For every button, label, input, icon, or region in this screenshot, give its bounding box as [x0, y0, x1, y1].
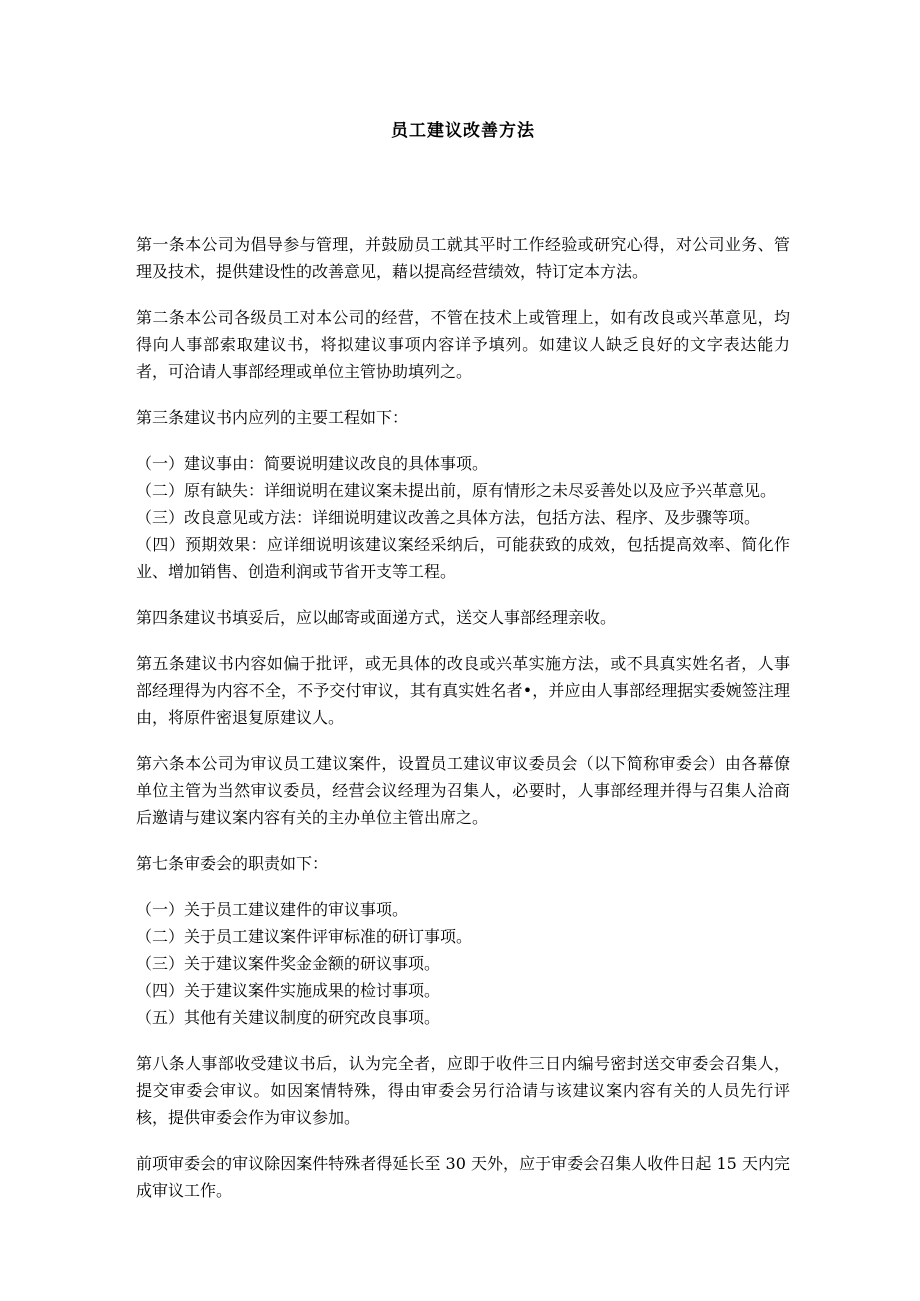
list-item-expected-effect: （四）预期效果：应详细说明该建议案经采纳后，可能获致的成效，包括提高效率、简化作业、增加销售、创造利润或节省开支等工程。	[136, 535, 790, 581]
paragraph-article-7: 第七条审委会的职责如下：	[136, 854, 329, 873]
paragraph-article-5: 第五条建议书内容如偏于批评，或无具体的改良或兴革实施方法，或不具真实姓名者，人事部经理得为内容不全，不予交付审议，其有真实姓名者•，并应由人事部经理据实委婉签注理由，将原件密退复原建议人。	[136, 654, 790, 727]
article-7-duty-list	[136, 896, 790, 1031]
list-item-suggestion-reason: （一）建议事由：简要说明建议改良的具体事项。	[136, 454, 489, 473]
paragraph-article-8-supplement: 前项审委会的审议除因案件特殊者得延长至 30 天外，应于审委会召集人收件日起 15 天内完成审议工作。	[136, 1154, 790, 1200]
list-item-duty-5: （五）其他有关建议制度的研究改良事项。	[136, 1008, 441, 1027]
paragraph-article-3: 第三条建议书内应列的主要工程如下：	[136, 408, 409, 427]
list-item-original-defects: （二）原有缺失：详细说明在建议案未提出前，原有情形之未尽妥善处以及应予兴革意见。	[136, 481, 777, 500]
paragraph-article-8: 第八条人事部收受建议书后，认为完全者，应即于收件三日内编号密封送交审委会召集人，提交审委会审议。如因案情特殊，得由审委会另行洽请与该建议案内容有关的人员先行评核，提供审委会作为审议参加。	[136, 1054, 790, 1127]
paragraph-article-4: 第四条建议书填妥后，应以邮寄或面递方式，送交人事部经理亲收。	[136, 608, 617, 627]
paragraph-article-2: 第二条本公司各级员工对本公司的经营，不管在技术上或管理上，如有改良或兴革意见，均得向人事部索取建议书，将拟建议事项内容详予填列。如建议人缺乏良好的文字表达能力者，可洽请人事部经理或单位主管协助填列之。	[136, 308, 790, 381]
article-3-item-list	[136, 450, 790, 585]
paragraph-article-1: 第一条本公司为倡导参与管理，并鼓励员工就其平时工作经验或研究心得，对公司业务、管理及技术，提供建设性的改善意见，藉以提高经营绩效，特订定本方法。	[136, 235, 790, 281]
list-item-improvement-method: （三）改良意见或方法：详细说明建议改善之具体方法，包括方法、程序、及步骤等项。	[136, 508, 761, 527]
list-item-duty-1: （一）关于员工建议建件的审议事项。	[136, 900, 409, 919]
document-title: 员工建议改善方法	[391, 121, 535, 141]
list-item-duty-3: （三）关于建议案件奖金金额的研议事项。	[136, 954, 441, 973]
list-item-duty-4: （四）关于建议案件实施成果的检讨事项。	[136, 981, 441, 1000]
list-item-duty-2: （二）关于员工建议案件评审标准的研订事项。	[136, 927, 473, 946]
paragraph-article-6: 第六条本公司为审议员工建议案件，设置员工建议审议委员会（以下简称审委会）由各幕僚单位主管为当然审议委员，经营会议经理为召集人，必要时，人事部经理并得与召集人洽商后邀请与建议案内容有关的主办单位主管出席之。	[136, 754, 790, 827]
